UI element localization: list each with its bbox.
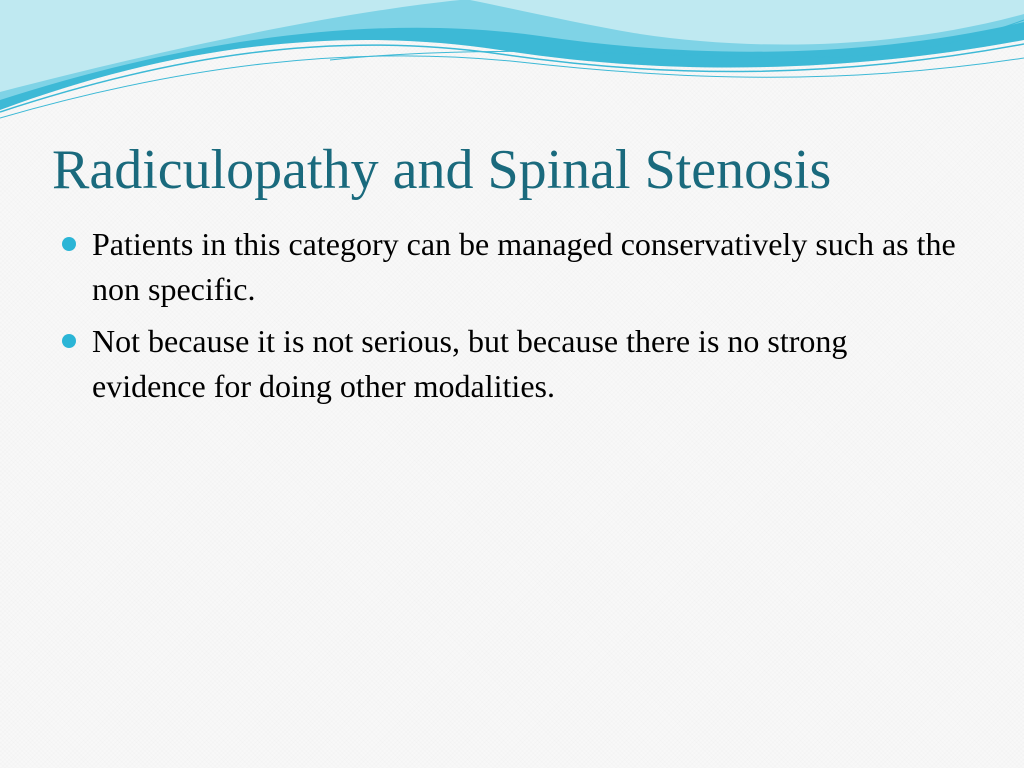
bullet-list [60, 222, 960, 416]
slide-title: Radiculopathy and Spinal Stenosis [52, 139, 832, 201]
bullet-text: Not because it is not serious, but because there is no strong evidence for doing other modalities. [92, 323, 848, 404]
bullet-dot-icon [62, 334, 76, 348]
decorative-wave-banner [0, 0, 1024, 130]
bullet-item [60, 319, 960, 409]
bullet-item [60, 222, 960, 312]
bullet-dot-icon [62, 237, 76, 251]
bullet-text: Patients in this category can be managed conservatively such as the non specific. [92, 226, 956, 307]
